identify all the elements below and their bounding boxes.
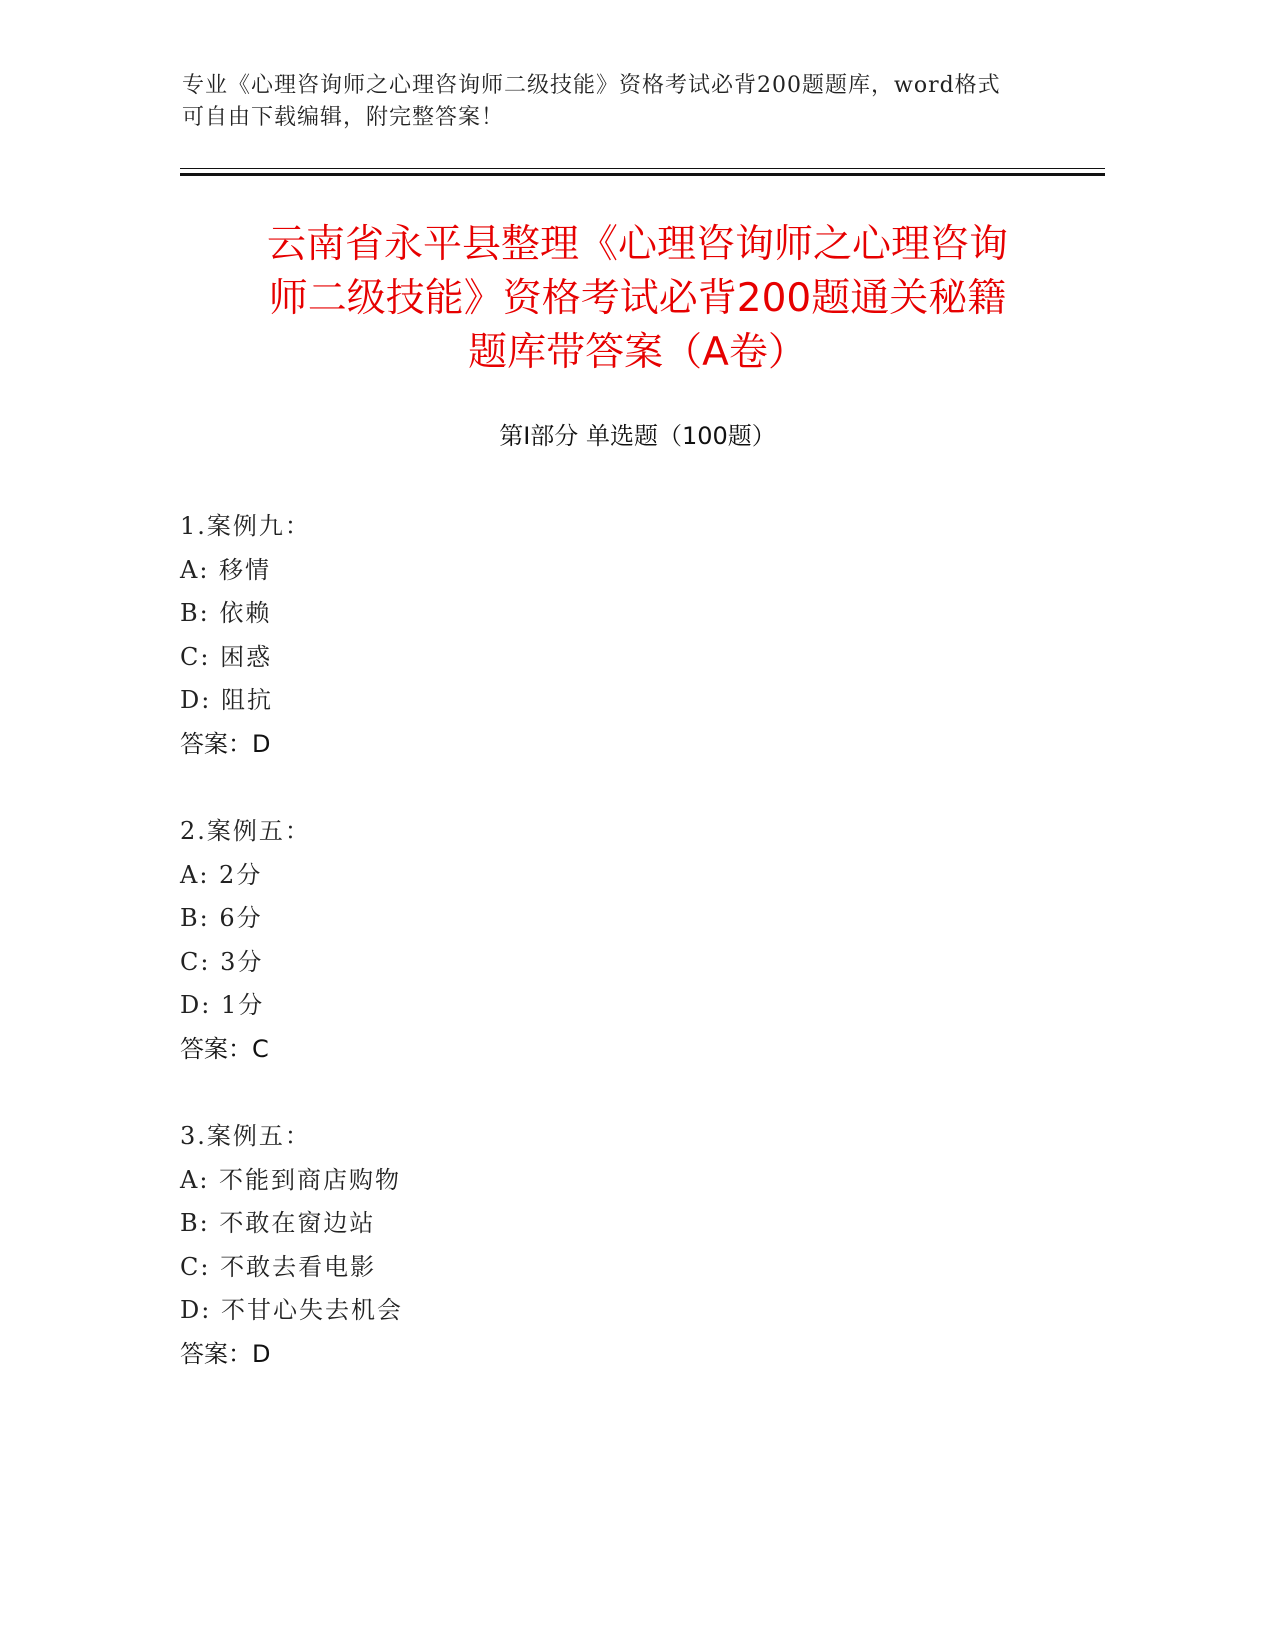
title-line-2: 师二级技能》资格考试必背200题通关秘籍 xyxy=(268,276,1007,321)
option-b: B: 不敢在窗边站 xyxy=(180,1209,376,1237)
option-d: D: 不甘心失去机会 xyxy=(180,1296,403,1324)
option-c: C: 不敢去看电影 xyxy=(180,1252,377,1281)
option-a: A: 不能到商店购物 xyxy=(180,1165,402,1194)
option-b: B: 依赖 xyxy=(180,599,272,627)
header-note-line-1: 专业《心理咨询师之心理咨询师二级技能》资格考试必背200题题库，word格式 xyxy=(182,73,1001,98)
header-divider-thick xyxy=(180,173,1105,176)
title-line-1: 云南省永平县整理《心理咨询师之心理咨询 xyxy=(266,222,1008,267)
option-d: D: 1分 xyxy=(180,991,265,1019)
question-list xyxy=(180,505,1080,1420)
option-d: D: 阻抗 xyxy=(180,686,273,714)
answer: 答案：C xyxy=(180,1034,269,1063)
question-stem: 3.案例五： xyxy=(180,1122,311,1150)
option-c: C: 3分 xyxy=(180,947,264,976)
title-line-3: 题库带答案（A卷） xyxy=(468,330,807,375)
section-heading: 第Ⅰ部分 单选题（100题） xyxy=(499,422,776,450)
answer: 答案：D xyxy=(180,1339,271,1368)
question-2 xyxy=(180,810,1080,1071)
document-title xyxy=(150,218,1125,380)
option-a: A: 移情 xyxy=(180,555,272,584)
header-note-line-2: 可自由下载编辑，附完整答案！ xyxy=(182,105,505,130)
option-c: C: 困惑 xyxy=(180,642,273,671)
question-1 xyxy=(180,505,1080,766)
option-a: A: 2分 xyxy=(180,860,263,889)
answer: 答案：D xyxy=(180,729,271,758)
option-b: B: 6分 xyxy=(180,904,263,932)
question-stem: 1.案例九： xyxy=(180,512,311,540)
header-divider-thin xyxy=(180,168,1105,169)
header-note xyxy=(182,70,1082,134)
question-stem: 2.案例五： xyxy=(180,817,311,845)
question-3 xyxy=(180,1115,1080,1376)
